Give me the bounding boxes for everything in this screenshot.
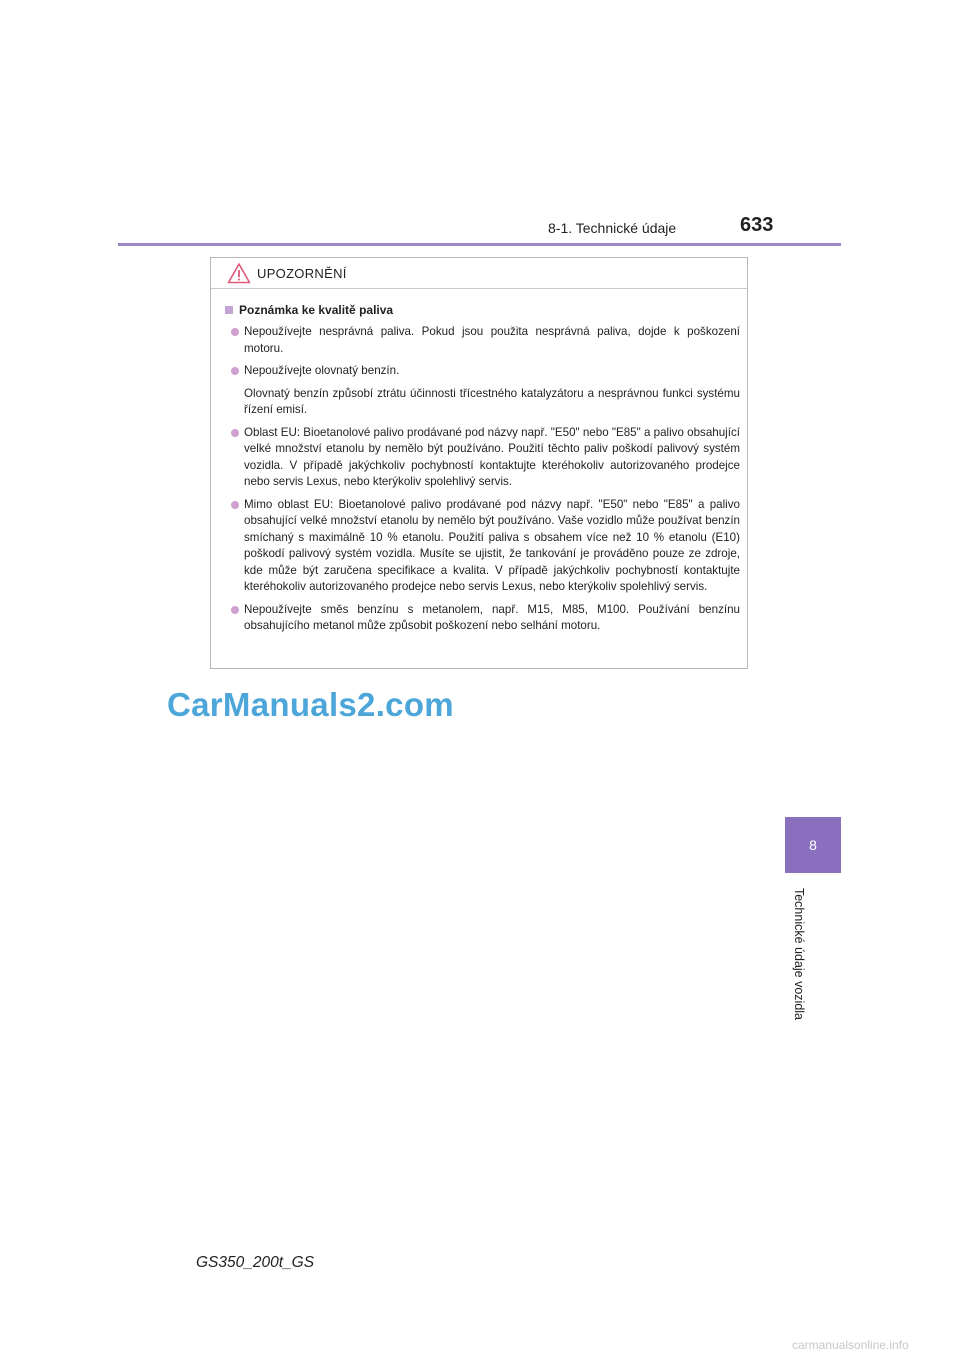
page-number: 633 — [740, 214, 774, 236]
bullet-icon — [231, 606, 239, 614]
caution-section-title: Poznámka ke kvalitě paliva — [239, 303, 394, 317]
caution-section-heading — [225, 303, 740, 317]
bullet-icon — [231, 367, 239, 375]
bullet-icon — [231, 501, 239, 509]
list-item — [225, 425, 740, 491]
list-item-text: Mimo oblast EU: Bioetanolové palivo prodávané pod názvy např. "E50" nebo "E85" a palivo obsahující velké množství etanolu by nemělo být používáno. Vaše vozidlo může používat benzín smíchaný s maximálně 10 % etanolu. Použití paliva s obsahem více než 10 % etanolu (E10) poškodí palivový systém vozidla. Musíte se ujistit, že tankování je prováděno pouze ze zdroje, kde může být zaručena specifikace a kvalita. V případě jakýchkoliv pochybností kontaktujte kteréhokoliv autorizovaného prodejce nebo servis Lexus, nebo kterýkoliv spolehlivý servis. — [244, 497, 740, 593]
site-watermark: carmanualsonline.info — [792, 1338, 909, 1352]
chapter-number: 8 — [809, 837, 817, 853]
list-item-text: Oblast EU: Bioetanolové palivo prodávané pod názvy např. "E50" nebo "E85" a palivo obsahující velké množství etanolu by nemělo být používáno. Použití těchto paliv poškodí palivový systém vozidla. V případě jakýchkoliv pochybností kontaktujte kteréhokoliv autorizovaného prodejce nebo servis Lexus, nebo kterýkoliv spolehlivý servis. — [244, 425, 740, 488]
list-item-subtext: Olovnatý benzín způsobí ztrátu účinnosti třícestného katalyzátoru a nesprávnou funkci systému řízení emisí. — [244, 386, 740, 416]
section-title: 8-1. Technické údaje — [548, 220, 677, 236]
list-item-text: Nepoužívejte směs benzínu s metanolem, např. M15, M85, M100. Používání benzínu obsahujícího metanol může způsobit poškození nebo selhání motoru. — [244, 602, 740, 632]
model-code: GS350_200t_GS — [196, 1254, 315, 1271]
carmanuals-watermark: CarManuals2.com — [167, 686, 454, 723]
warning-triangle-icon — [227, 262, 251, 284]
caution-heading: UPOZORNĚNÍ — [257, 265, 347, 281]
list-item-text: Nepoužívejte olovnatý benzín. — [244, 364, 400, 377]
bullet-icon — [231, 328, 239, 336]
caution-header — [211, 258, 747, 289]
list-item — [225, 324, 740, 357]
bullet-icon — [231, 429, 239, 437]
list-item-text: Nepoužívejte nesprávná paliva. Pokud jsou použita nesprávná paliva, dojde k poškození motoru. — [244, 325, 740, 355]
chapter-side-label: Technické údaje vozidla — [792, 887, 806, 1021]
header-rule — [118, 243, 841, 246]
caution-box — [210, 257, 748, 669]
square-bullet-icon — [225, 306, 233, 314]
list-item — [225, 602, 740, 635]
list-item — [225, 363, 740, 419]
list-item — [225, 497, 740, 596]
caution-body — [211, 289, 747, 635]
